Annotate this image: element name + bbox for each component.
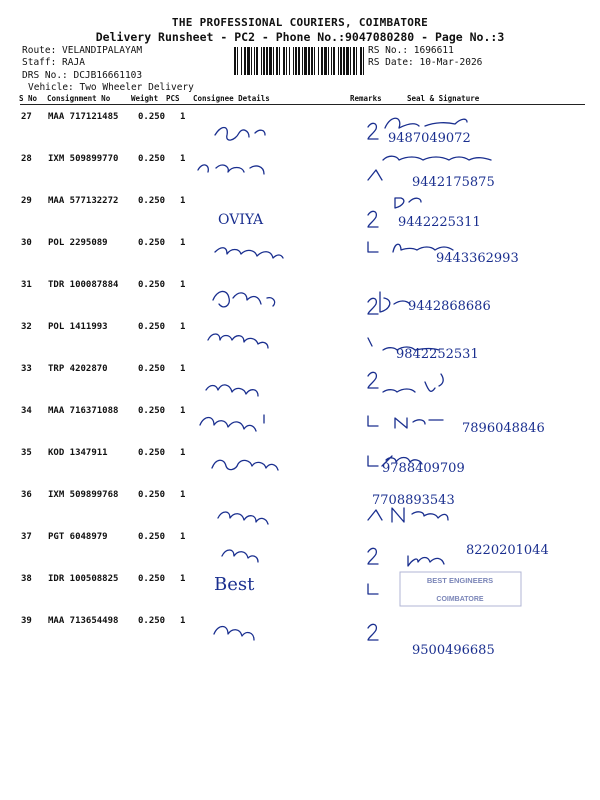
table-row	[0, 400, 600, 441]
signature-scribble	[408, 556, 444, 566]
col-remarks: Remarks	[350, 94, 382, 103]
remark-mark	[368, 211, 378, 227]
table-row	[0, 442, 600, 483]
barcode-bar	[269, 47, 272, 75]
row-serial-number: 29	[21, 196, 32, 206]
barcode-bar	[318, 47, 319, 75]
weight-value: 0.250	[138, 238, 166, 248]
consignment-number: KOD 1347911	[48, 448, 108, 458]
row-serial-number: 34	[21, 406, 32, 416]
consignee-name-handwritten: OVIYA	[218, 212, 264, 228]
table-row	[0, 316, 600, 362]
company-title: THE PROFESSIONAL COURIERS, COIMBATORE	[171, 16, 429, 29]
barcode-bar	[346, 47, 349, 75]
barcode-bar	[237, 47, 238, 75]
handwriting-overlay	[0, 148, 600, 189]
barcode-bar	[276, 47, 278, 75]
remark-mark	[368, 584, 378, 594]
table-row	[0, 358, 600, 399]
pieces-count: 1	[180, 406, 186, 416]
handwriting-overlay	[0, 610, 600, 658]
signature-phone-number: 7708893543	[372, 493, 455, 508]
barcode-bar	[263, 47, 265, 75]
consignee-name-handwritten: Best	[214, 574, 255, 595]
weight-value: 0.250	[138, 364, 166, 374]
consignee-name-scribble	[215, 128, 265, 141]
barcode-image	[234, 47, 364, 75]
remark-mark	[368, 548, 378, 564]
barcode-bar	[363, 47, 364, 75]
barcode-bar	[241, 47, 242, 75]
barcode-bar	[266, 47, 268, 75]
consignment-number: IDR 100508825	[48, 574, 119, 584]
barcode-bar	[244, 47, 246, 75]
table-row	[0, 190, 600, 231]
barcode-bar	[304, 47, 307, 75]
runsheet-subtitle: Delivery Runsheet - PC2 - Phone No.:9047080280 - Page No.:3	[95, 30, 505, 44]
consignee-name-scribble	[198, 165, 264, 174]
barcode-bar	[353, 47, 355, 75]
barcode-bar	[293, 47, 294, 75]
remark-mark	[368, 242, 378, 252]
signature-scribble	[383, 156, 491, 160]
row-serial-number: 35	[21, 448, 32, 458]
barcode-bar	[298, 47, 300, 75]
pieces-count: 1	[180, 322, 186, 332]
handwriting-overlay	[0, 316, 600, 362]
pieces-count: 1	[180, 154, 186, 164]
consignment-number: MAA 717121485	[48, 112, 119, 122]
barcode-bar	[261, 47, 262, 75]
row-serial-number: 31	[21, 280, 32, 290]
handwriting-overlay	[0, 274, 600, 315]
handwriting-overlay	[0, 484, 600, 525]
consignment-number: POL 2295089	[48, 238, 108, 248]
barcode-bar	[324, 47, 327, 75]
barcode-bar	[356, 47, 357, 75]
pieces-count: 1	[180, 238, 186, 248]
consignment-number: MAA 713654498	[48, 616, 119, 626]
remark-mark	[368, 298, 378, 314]
stamp-line2: COIMBATORE	[436, 596, 484, 603]
table-row	[0, 148, 600, 189]
row-serial-number: 32	[21, 322, 32, 332]
consignment-number: PGT 6048979	[48, 532, 108, 542]
rs-date: RS Date: 10-Mar-2026	[368, 57, 483, 68]
handwriting-overlay	[0, 442, 600, 483]
barcode-bar	[251, 47, 252, 75]
barcode-bar	[254, 47, 255, 75]
remark-mark	[368, 338, 372, 346]
pieces-count: 1	[180, 112, 186, 122]
weight-value: 0.250	[138, 322, 166, 332]
remark-mark	[368, 170, 382, 180]
weight-value: 0.250	[138, 532, 166, 542]
signature-phone-number: 9442225311	[398, 215, 481, 230]
row-serial-number: 36	[21, 490, 32, 500]
remark-mark	[368, 456, 378, 466]
pieces-count: 1	[180, 364, 186, 374]
pieces-count: 1	[180, 616, 186, 626]
barcode-bar	[286, 47, 287, 75]
barcode-bar	[273, 47, 274, 75]
barcode-bar	[295, 47, 297, 75]
barcode-bar	[311, 47, 313, 75]
barcode-bar	[321, 47, 323, 75]
row-serial-number: 28	[21, 154, 32, 164]
pieces-count: 1	[180, 280, 186, 290]
weight-value: 0.250	[138, 616, 166, 626]
remark-mark	[368, 416, 378, 426]
barcode-bar	[360, 47, 362, 75]
route-label: Route: VELANDIPALAYAM	[22, 45, 143, 56]
barcode-bar	[333, 47, 335, 75]
row-serial-number: 39	[21, 616, 32, 626]
barcode-bar	[328, 47, 329, 75]
barcode-bar	[289, 47, 290, 75]
handwriting-overlay	[0, 526, 600, 567]
col-sno: S No	[19, 94, 38, 103]
col-weight: Weight	[131, 94, 159, 103]
signature-scribble	[385, 118, 467, 128]
weight-value: 0.250	[138, 154, 166, 164]
signature-phone-number: 9842252531	[396, 347, 479, 362]
pieces-count: 1	[180, 532, 186, 542]
signature-phone-number: 9442868686	[408, 299, 491, 314]
weight-value: 0.250	[138, 574, 166, 584]
table-row	[0, 106, 600, 147]
signature-phone-number: 7896048846	[462, 421, 545, 436]
drs-number: DRS No.: DCJB16661103	[22, 70, 143, 81]
remark-mark	[368, 372, 378, 388]
header-divider	[20, 104, 585, 105]
pieces-count: 1	[180, 490, 186, 500]
barcode-bar	[343, 47, 345, 75]
barcode-bar	[247, 47, 250, 75]
remark-mark	[368, 624, 378, 640]
row-serial-number: 27	[21, 112, 32, 122]
row-serial-number: 33	[21, 364, 32, 374]
barcode-bar	[350, 47, 351, 75]
consignment-number: IXM 509899768	[48, 490, 119, 500]
consignment-number: IXM 509899770	[48, 154, 119, 164]
signature-scribble	[395, 198, 421, 208]
weight-value: 0.250	[138, 112, 166, 122]
handwriting-overlay	[0, 232, 600, 273]
barcode-bar	[302, 47, 303, 75]
col-consignment: Consignment No	[47, 94, 111, 103]
handwriting-overlay	[0, 358, 600, 399]
barcode-bar	[340, 47, 342, 75]
pieces-count: 1	[180, 196, 186, 206]
consignment-number: TRP 4202870	[48, 364, 108, 374]
col-pcs: PCS	[166, 94, 180, 103]
barcode-bar	[338, 47, 339, 75]
col-seal-signature: Seal & Signature	[407, 94, 480, 103]
consignee-name-scribble	[214, 627, 254, 641]
weight-value: 0.250	[138, 448, 166, 458]
signature-scribble	[380, 292, 410, 312]
row-serial-number: 38	[21, 574, 32, 584]
staff-label: Staff: RAJA	[22, 57, 85, 68]
vehicle-label: Vehicle: Two Wheeler Delivery	[28, 82, 194, 93]
signature-phone-number: 9500496685	[412, 643, 495, 658]
handwriting-overlay	[0, 400, 600, 441]
barcode-bar	[314, 47, 315, 75]
table-row	[0, 526, 600, 567]
signature-phone-number: 8220201044	[466, 543, 549, 558]
signature-scribble	[392, 508, 448, 522]
pieces-count: 1	[180, 448, 186, 458]
remark-mark	[368, 510, 382, 520]
weight-value: 0.250	[138, 406, 166, 416]
remark-mark	[368, 123, 378, 139]
col-consignee: Consignee Details	[193, 94, 270, 103]
signature-phone-number: 9487049072	[388, 131, 471, 146]
barcode-bar	[283, 47, 285, 75]
stamp-line1: BEST ENGINEERS	[426, 576, 494, 585]
consignment-number: TDR 100087884	[48, 280, 119, 290]
pieces-count: 1	[180, 574, 186, 584]
table-row	[0, 232, 600, 273]
row-serial-number: 37	[21, 532, 32, 542]
barcode-bar	[234, 47, 236, 75]
consignment-number: MAA 577132272	[48, 196, 119, 206]
barcode-bar	[279, 47, 280, 75]
company-stamp	[398, 570, 523, 608]
handwriting-overlay	[0, 190, 600, 231]
weight-value: 0.250	[138, 490, 166, 500]
signature-phone-number: 9788409709	[382, 461, 465, 476]
weight-value: 0.250	[138, 196, 166, 206]
signature-scribble	[395, 418, 443, 428]
table-row	[0, 484, 600, 525]
signature-scribble	[383, 374, 443, 392]
barcode-bar	[308, 47, 310, 75]
table-row	[0, 274, 600, 315]
rs-number: RS No.: 1696611	[368, 45, 454, 56]
consignment-number: POL 1411993	[48, 322, 108, 332]
signature-phone-number: 9443362993	[436, 251, 519, 266]
barcode-bar	[256, 47, 258, 75]
row-serial-number: 30	[21, 238, 32, 248]
handwriting-overlay	[0, 106, 600, 147]
signature-phone-number: 9442175875	[412, 175, 495, 190]
weight-value: 0.250	[138, 280, 166, 290]
barcode-bar	[331, 47, 332, 75]
table-row	[0, 610, 600, 658]
consignment-number: MAA 716371088	[48, 406, 119, 416]
